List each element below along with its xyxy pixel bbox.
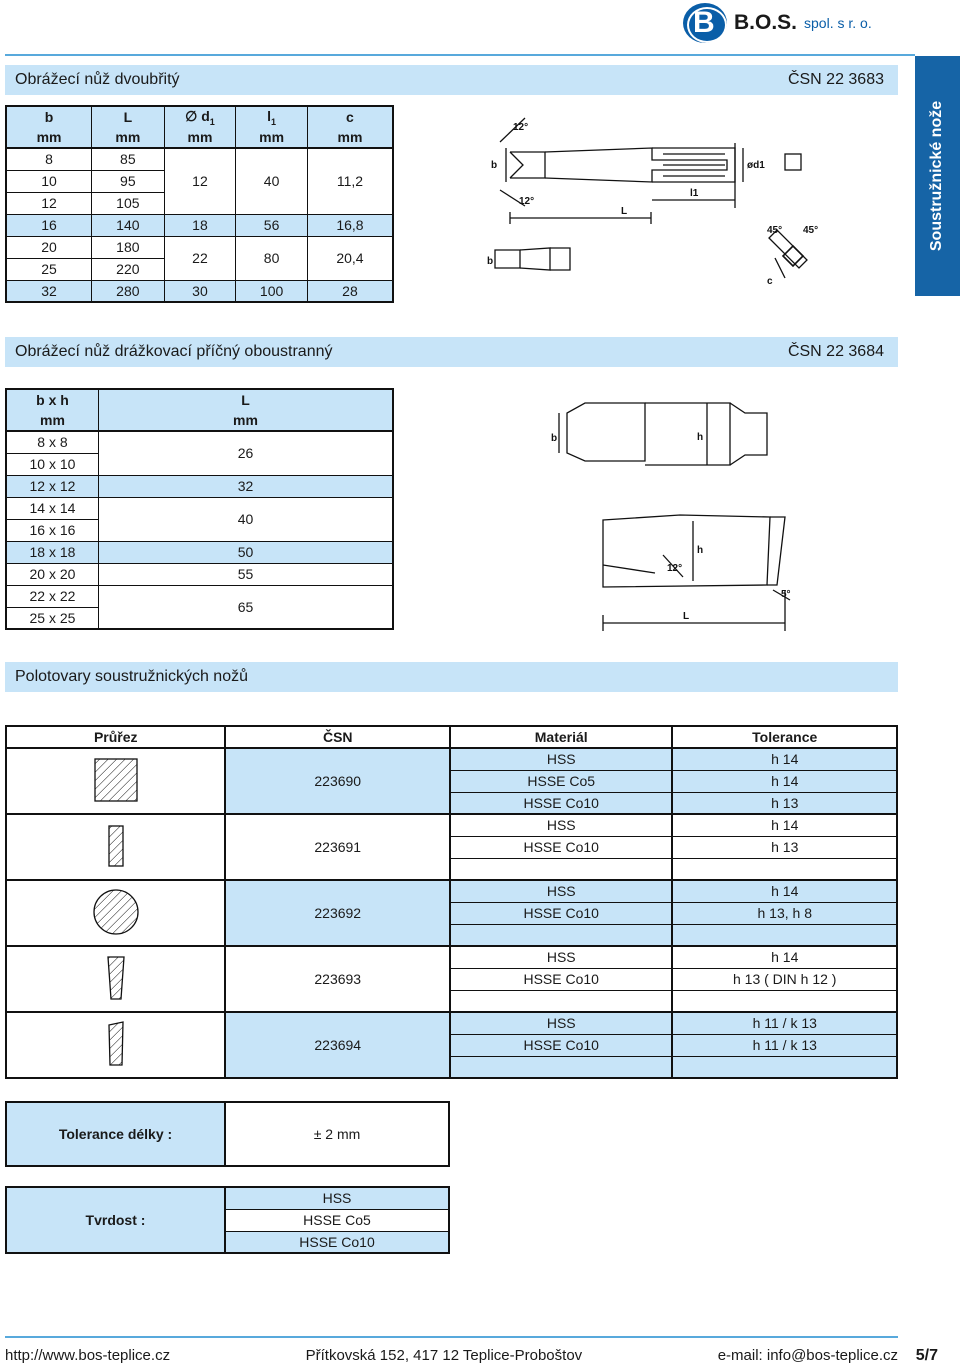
table-row: 223692 HSS h 14 (6, 880, 897, 902)
header-csn: ČSN (225, 726, 450, 748)
table-row: 223690 HSS h 14 (6, 748, 897, 770)
table-row: 32 280 30 100 28 (6, 280, 393, 302)
table-row: 8 x 8 26 (6, 431, 393, 453)
header-cross-section: Průřez (6, 726, 225, 748)
header-c: c (307, 106, 393, 127)
svg-text:45°: 45° (803, 225, 819, 236)
logo-text: B.O.S. (734, 11, 798, 34)
table-row: HSSE Co10 h 11 / k 13 (6, 1034, 897, 1056)
table-row: HSSE Co10 h 13, h 8 (6, 902, 897, 924)
hardness-label: Tvrdost : (6, 1187, 225, 1253)
section2-table (5, 388, 394, 630)
table-header-row (6, 726, 897, 748)
header-material: Materiál (450, 726, 672, 748)
square-cross-section-icon (93, 757, 139, 803)
square-profile-cell (6, 748, 225, 814)
logo-letter: B (693, 6, 715, 39)
table-row: 12 x 12 32 (6, 475, 393, 497)
section1-standard: ČSN 22 3683 (787, 71, 884, 88)
svg-text:b: b (487, 256, 494, 267)
table-header-row (6, 106, 393, 127)
hardness-table (5, 1186, 450, 1254)
bos-logo-icon (683, 3, 727, 43)
page-number: 5/7 (915, 1347, 938, 1364)
svg-text:12°: 12° (667, 563, 683, 574)
svg-text:5°: 5° (781, 589, 791, 600)
table-row: Tvrdost : HSS (6, 1187, 449, 1209)
svg-text:c: c (767, 276, 773, 287)
table-row: 20 180 22 80 20,4 (6, 236, 393, 258)
svg-text:b: b (491, 160, 498, 171)
top-divider (5, 54, 915, 56)
blanks-table (5, 725, 898, 1079)
section2-standard: ČSN 22 3684 (787, 343, 884, 360)
section1-table (5, 105, 394, 303)
table-row: HSSE Co10 h 13 ( DIN h 12 ) (6, 968, 897, 990)
svg-text:12°: 12° (519, 196, 535, 207)
section3-title: Polotovary soustružnických nožů (15, 668, 248, 685)
table-row: 10 x 10 (6, 453, 393, 475)
table-row: 20 x 20 55 (6, 563, 393, 585)
table-row: HSSE Co5 h 14 (6, 770, 897, 792)
table-row: HSSE Co10 h 13 (6, 792, 897, 814)
footer (5, 1347, 898, 1367)
section2-title: Obrážecí nůž drážkovací příčný oboustranný (15, 343, 333, 360)
table-units-row: mm mm (6, 410, 393, 431)
header-d1: ∅ $d_1$ (164, 106, 236, 127)
table-row: 18 x 18 50 (6, 541, 393, 563)
table-row: HSSE Co10 (6, 1231, 449, 1253)
tapered-profile-cell (6, 1012, 225, 1078)
section1-title-bar (5, 65, 898, 95)
double-edged-tool-drawing (485, 108, 830, 290)
table-row: 8 85 12 40 11,2 (6, 148, 393, 170)
section3-title-bar (5, 662, 898, 692)
header-l1: $l_1$ (236, 106, 308, 127)
table-row: 16 140 18 56 16,8 (6, 214, 393, 236)
table-row: 25 x 25 (6, 607, 393, 629)
svg-text:l1: l1 (690, 188, 699, 199)
length-tolerance-table (5, 1101, 450, 1167)
table-row: 12 105 (6, 192, 393, 214)
table-row: 14 x 14 40 (6, 497, 393, 519)
svg-text:L: L (683, 611, 690, 622)
svg-text:L: L (621, 206, 628, 217)
svg-text:b: b (551, 433, 558, 444)
footer-email-link[interactable]: e-mail: info@bos-teplice.cz (717, 1347, 898, 1364)
svg-text:12°: 12° (513, 122, 529, 133)
table-row: 22 x 22 65 (6, 585, 393, 607)
footer-divider (5, 1336, 898, 1338)
category-side-tab (915, 56, 960, 296)
table-row: 10 95 (6, 170, 393, 192)
footer-address: Přítkovská 152, 417 12 Teplice-Proboštov (305, 1347, 583, 1364)
length-tolerance-value: ± 2 mm (225, 1102, 449, 1166)
section2-title-bar (5, 337, 898, 367)
slotting-tool-drawing (545, 385, 855, 635)
tapered-cross-section-icon (105, 1019, 127, 1069)
table-row: 223691 HSS h 14 (6, 814, 897, 836)
svg-text:h: h (697, 545, 704, 556)
table-row: 223694 HSS h 11 / k 13 (6, 1012, 897, 1034)
logo-suffix: spol. s r. o. (804, 15, 872, 31)
table-units-row: mm mm mm mm mm (6, 127, 393, 148)
rectangle-profile-cell (6, 814, 225, 880)
svg-text:h: h (697, 432, 704, 443)
table-row: 16 x 16 (6, 519, 393, 541)
company-logo (683, 2, 872, 44)
length-tolerance-label: Tolerance délky : (6, 1102, 225, 1166)
table-row: 223693 HSS h 14 (6, 946, 897, 968)
table-header-row: b x h L (6, 389, 393, 410)
header-b: b (6, 106, 92, 127)
svg-text:ød1: ød1 (747, 160, 765, 171)
footer-website-link[interactable]: http://www.bos-teplice.cz (5, 1347, 171, 1364)
category-label: Soustružnické nože (928, 100, 945, 252)
header-tolerance: Tolerance (672, 726, 897, 748)
round-profile-cell (6, 880, 225, 946)
table-row (6, 1102, 449, 1166)
section1-title: Obrážecí nůž dvoubřitý (15, 71, 180, 88)
table-row: HSSE Co10 h 13 (6, 836, 897, 858)
rectangle-cross-section-icon (106, 823, 126, 869)
table-row: 25 220 (6, 258, 393, 280)
header-L: L (92, 106, 165, 127)
svg-text:45°: 45° (767, 225, 783, 236)
round-cross-section-icon (91, 887, 141, 937)
trapezoid-profile-cell (6, 946, 225, 1012)
table-row: HSSE Co5 (6, 1209, 449, 1231)
trapezoid-cross-section-icon (105, 953, 127, 1003)
